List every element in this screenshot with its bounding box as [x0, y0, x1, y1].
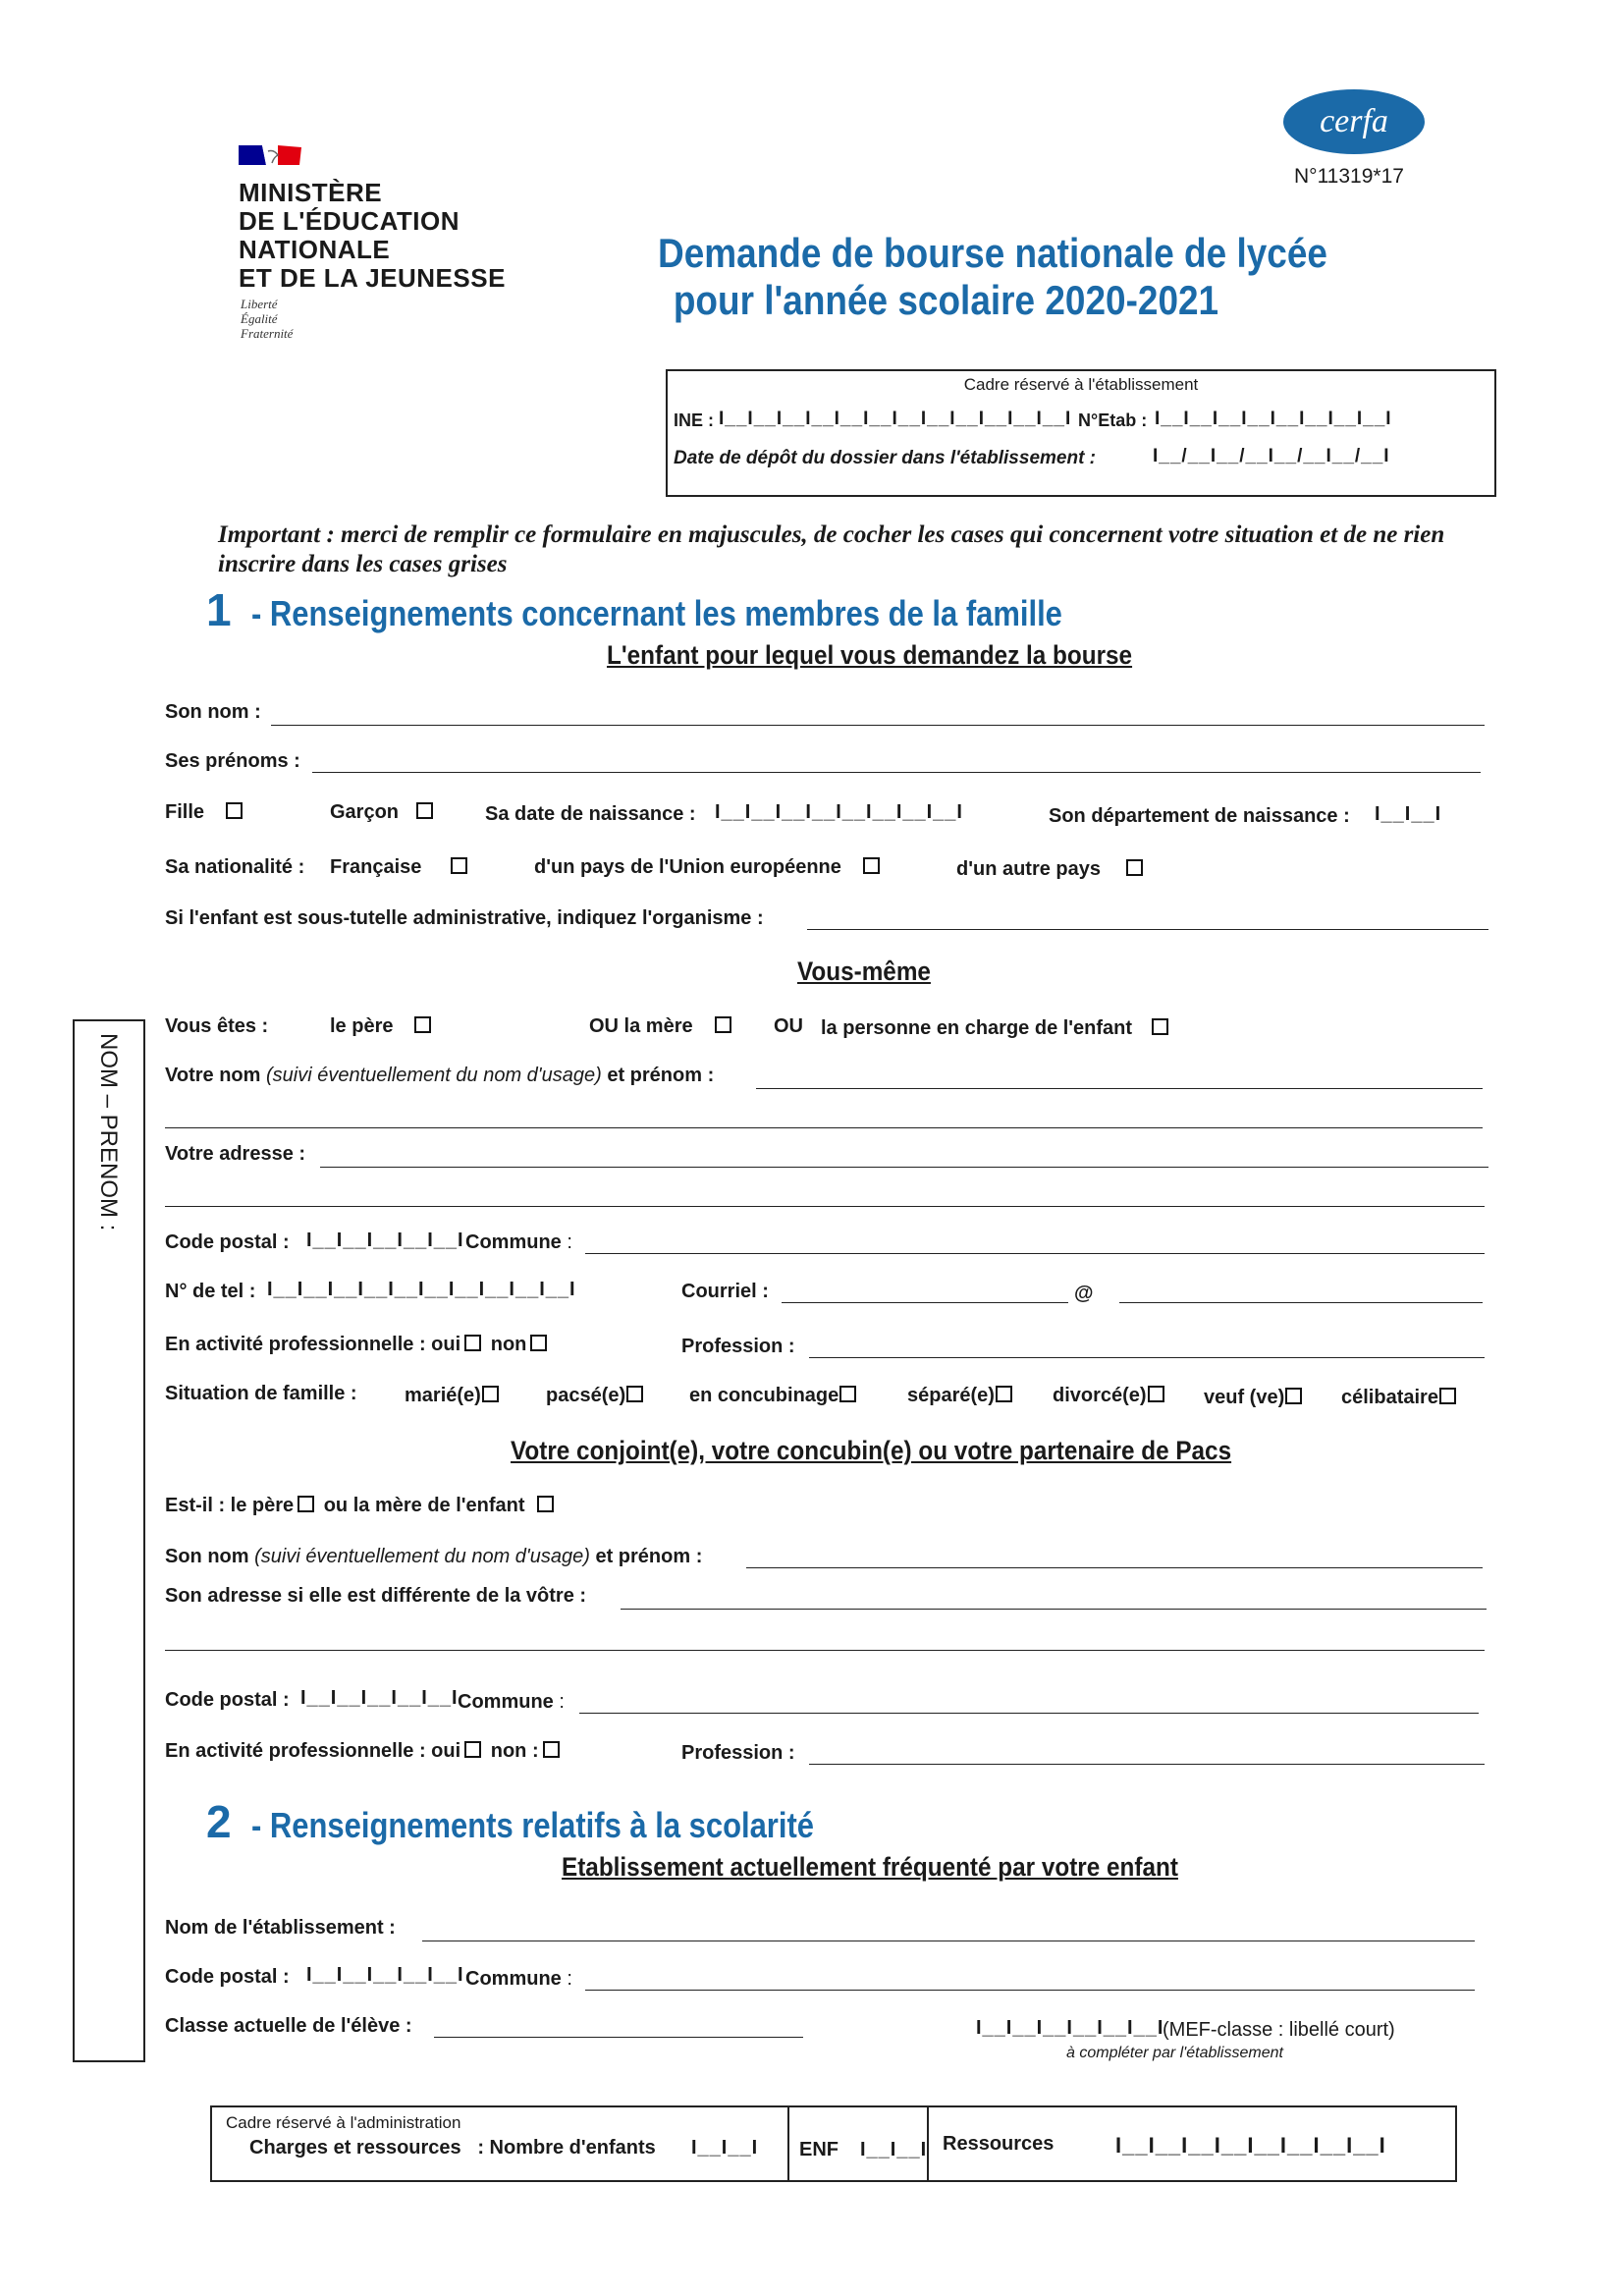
ine-field[interactable]: I__I__I__I__I__I__I__I__I__I__I__I__I: [719, 409, 1072, 429]
francaise-checkbox[interactable]: [451, 857, 467, 874]
netab-label: N°Etab :: [1078, 410, 1148, 430]
conjoint-adresse-field-line2[interactable]: [165, 1650, 1485, 1651]
cerfa-logo-text: cerfa: [1320, 103, 1388, 139]
conjoint-commune-label: Commune :: [458, 1691, 565, 1713]
etablissement-box: [666, 369, 1496, 497]
est-il-label: Est-il : le père ou la mère de l'enfant: [165, 1495, 558, 1517]
mef-note: à compléter par l'établissement: [1066, 2045, 1283, 2061]
activite-non-checkbox[interactable]: [530, 1335, 547, 1351]
garcon-checkbox[interactable]: [416, 802, 433, 819]
fille-checkbox[interactable]: [226, 802, 243, 819]
date-depot-field[interactable]: I__/__I__/__I__/__I__/__I: [1153, 446, 1390, 466]
section2-title: - Renseignements relatifs à la scolarité: [251, 1805, 814, 1845]
celibataire-checkbox[interactable]: [1439, 1388, 1456, 1404]
etab-code-postal-label: Code postal :: [165, 1966, 290, 1988]
important-note: Important : merci de remplir ce formulaire en majuscules, de cocher les cases qui concernent votre situation et de ne rien inscrire dans les cases grises: [218, 521, 1445, 577]
marie-checkbox[interactable]: [482, 1386, 499, 1402]
conjoint-code-postal-field[interactable]: I__I__I__I__I__I: [300, 1687, 459, 1709]
situation-concubinage: en concubinage: [689, 1385, 856, 1407]
nom-etablissement-label: Nom de l'établissement :: [165, 1917, 396, 1939]
mef-field[interactable]: I__I__I__I__I__I__I: [976, 2017, 1164, 2039]
situation-pacse: pacsé(e): [546, 1385, 643, 1407]
autre-pays-option: d'un autre pays: [956, 858, 1147, 881]
form-title: Demande de bourse nationale de lycée pour l'année scolaire 2020-2021: [658, 230, 1327, 323]
departement-field[interactable]: I__I__I: [1375, 803, 1442, 825]
situation-label: Situation de famille :: [165, 1383, 357, 1404]
etab-commune-field[interactable]: [585, 1990, 1475, 1991]
code-postal-field[interactable]: I__I__I__I__I__I: [306, 1230, 464, 1251]
conjoint-commune-field[interactable]: [579, 1713, 1479, 1714]
profession-field[interactable]: [809, 1357, 1485, 1358]
section2-number: 2: [206, 1796, 232, 1847]
ine-label: INE :: [674, 410, 715, 430]
enf-field[interactable]: I__I__I: [860, 2139, 928, 2160]
admin-box: [210, 2105, 1457, 2182]
section1-number: 1: [206, 584, 232, 635]
situation-celibataire: célibataire: [1341, 1387, 1456, 1409]
votre-nom-field-line2[interactable]: [165, 1127, 1483, 1128]
at-sign: @: [1074, 1283, 1094, 1304]
etab-commune-label: Commune :: [465, 1968, 572, 1990]
votre-adresse-label: Votre adresse :: [165, 1143, 306, 1165]
etab-code-postal-field[interactable]: I__I__I__I__I__I: [306, 1964, 464, 1986]
pacse-checkbox[interactable]: [626, 1386, 643, 1402]
tel-field[interactable]: I__I__I__I__I__I__I__I__I__I__I: [267, 1279, 576, 1300]
situation-marie: marié(e): [405, 1385, 499, 1407]
republic-motto: Liberté Égalité Fraternité: [241, 297, 294, 341]
date-depot-label: Date de dépôt du dossier dans l'établissement :: [674, 448, 1097, 468]
la-mere-option: OU la mère: [589, 1015, 735, 1038]
ses-prenoms-field[interactable]: [312, 772, 1481, 773]
tutelle-label: Si l'enfant est sous-tutelle administrative, indiquez l'organisme :: [165, 907, 764, 929]
ou-label: OU: [774, 1015, 803, 1037]
garcon-label: Garçon: [330, 801, 437, 824]
mef-label: (MEF-classe : libellé court): [1163, 2019, 1395, 2041]
ses-prenoms-label: Ses prénoms :: [165, 750, 300, 772]
situation-divorce: divorcé(e): [1053, 1385, 1164, 1407]
conjoint-code-postal-label: Code postal :: [165, 1689, 290, 1711]
tutelle-field[interactable]: [807, 929, 1488, 930]
ressources-label: Ressources: [943, 2133, 1055, 2155]
conjoint-nom-field[interactable]: [746, 1567, 1483, 1568]
charges-label: Charges et ressources : Nombre d'enfants: [249, 2137, 656, 2159]
conjoint-activite-oui-checkbox[interactable]: [464, 1741, 481, 1758]
la-mere-checkbox[interactable]: [715, 1016, 731, 1033]
cerfa-logo: [1281, 86, 1427, 157]
classe-field[interactable]: [434, 2037, 803, 2038]
divorce-checkbox[interactable]: [1148, 1386, 1164, 1402]
conjoint-nom-label: Son nom (suivi éventuellement du nom d'usage) et prénom :: [165, 1546, 703, 1567]
son-nom-label: Son nom :: [165, 701, 261, 723]
ue-checkbox[interactable]: [863, 857, 880, 874]
le-pere-checkbox[interactable]: [414, 1016, 431, 1033]
votre-nom-field[interactable]: [756, 1088, 1483, 1089]
departement-label: Son département de naissance :: [1049, 805, 1350, 827]
admin-divider-1: [787, 2107, 789, 2180]
le-pere-option: le père: [330, 1015, 435, 1038]
fille-label: Fille: [165, 801, 246, 824]
admin-divider-2: [927, 2107, 929, 2180]
situation-veuf: veuf (ve): [1204, 1387, 1302, 1409]
est-pere-checkbox[interactable]: [298, 1496, 314, 1512]
veuf-checkbox[interactable]: [1285, 1388, 1302, 1404]
courriel-field-user[interactable]: [782, 1302, 1068, 1303]
ue-option: d'un pays de l'Union européenne: [534, 856, 884, 879]
activite-oui-checkbox[interactable]: [464, 1335, 481, 1351]
commune-label: Commune :: [465, 1231, 572, 1253]
votre-nom-label: Votre nom (suivi éventuellement du nom d'usage) et prénom :: [165, 1065, 715, 1086]
nb-enfants-field[interactable]: I__I__I: [691, 2137, 759, 2159]
enf-label: ENF: [799, 2139, 839, 2160]
conjoint-activite-label: En activité professionnelle : oui non :: [165, 1740, 564, 1763]
est-mere-checkbox[interactable]: [537, 1496, 554, 1512]
nationalite-label: Sa nationalité :: [165, 856, 305, 878]
personne-charge-checkbox[interactable]: [1152, 1018, 1168, 1035]
votre-adresse-field-line2[interactable]: [165, 1206, 1485, 1207]
side-name-box: [73, 1019, 145, 2062]
conjoint-adresse-label: Son adresse si elle est différente de la vôtre :: [165, 1585, 587, 1607]
separe-checkbox[interactable]: [996, 1386, 1012, 1402]
ressources-field[interactable]: I__I__I__I__I__I__I__I__I: [1115, 2133, 1386, 2158]
marianne-logo: [239, 143, 309, 167]
ministry-name: MINISTÈRE DE L'ÉDUCATION NATIONALE ET DE LA JEUNESSE: [239, 178, 506, 293]
conjoint-subtitle: Votre conjoint(e), votre concubin(e) ou votre partenaire de Pacs: [511, 1436, 1232, 1465]
cerfa-number: N°11319*17: [1294, 165, 1404, 188]
conjoint-activite-non-checkbox[interactable]: [543, 1741, 560, 1758]
classe-label: Classe actuelle de l'élève :: [165, 2015, 412, 2037]
autre-pays-checkbox[interactable]: [1126, 859, 1143, 876]
code-postal-label: Code postal :: [165, 1231, 290, 1253]
courriel-field-domain[interactable]: [1119, 1302, 1483, 1303]
section1-title: - Renseignements concernant les membres de la famille: [251, 593, 1062, 633]
netab-field[interactable]: I__I__I__I__I__I__I__I__I: [1155, 409, 1392, 429]
activite-label: En activité professionnelle : oui non: [165, 1334, 551, 1356]
conjoint-profession-field[interactable]: [809, 1764, 1485, 1765]
situation-separe: séparé(e): [907, 1385, 1012, 1407]
side-name-label: NOM – PRENOM :: [95, 1033, 122, 1231]
votre-adresse-field[interactable]: [320, 1167, 1488, 1168]
commune-field[interactable]: [585, 1253, 1485, 1254]
vous-meme-subtitle: Vous-même: [797, 957, 931, 986]
tel-label: N° de tel :: [165, 1281, 256, 1302]
profession-label: Profession :: [681, 1336, 795, 1357]
date-naissance-field[interactable]: I__I__I__I__I__I__I__I__I: [715, 801, 963, 823]
section1-child-subtitle: L'enfant pour lequel vous demandez la bourse: [607, 640, 1133, 670]
courriel-label: Courriel :: [681, 1281, 769, 1302]
etablissement-box-title: Cadre réservé à l'établissement: [963, 375, 1199, 394]
son-nom-field[interactable]: [271, 725, 1485, 726]
francaise-option: Française: [330, 856, 471, 879]
section2-subtitle: Etablissement actuellement fréquenté par votre enfant: [562, 1852, 1178, 1882]
vous-etes-label: Vous êtes :: [165, 1015, 269, 1037]
conjoint-adresse-field[interactable]: [621, 1609, 1487, 1610]
admin-box-title: Cadre réservé à l'administration: [226, 2113, 461, 2132]
date-naissance-label: Sa date de naissance :: [485, 803, 696, 825]
concubinage-checkbox[interactable]: [839, 1386, 856, 1402]
conjoint-profession-label: Profession :: [681, 1742, 795, 1764]
personne-charge-option: la personne en charge de l'enfant: [821, 1017, 1172, 1040]
